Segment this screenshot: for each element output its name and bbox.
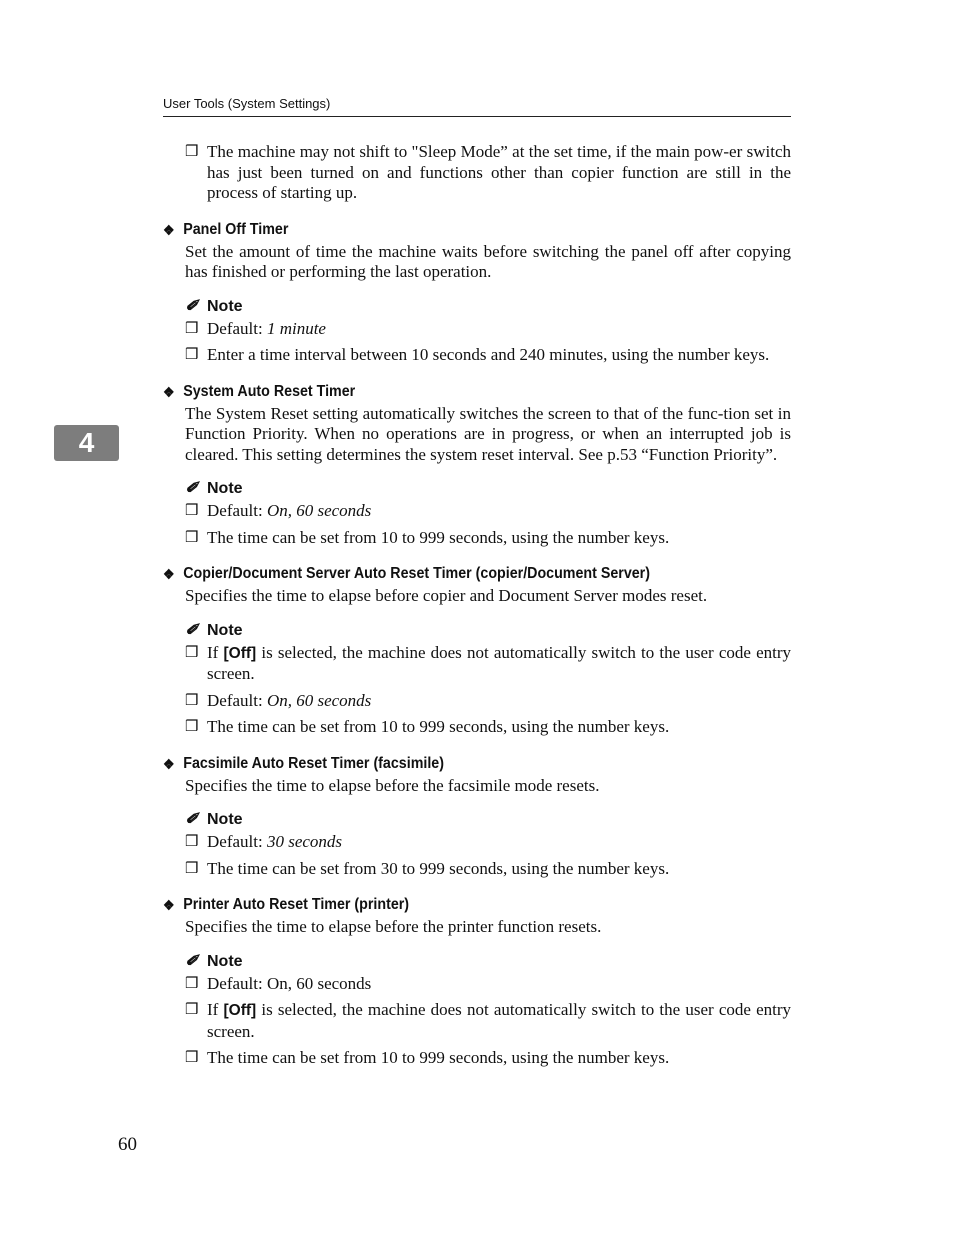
- intro-list-item: [163, 142, 791, 204]
- note-text: The time can be set from 10 to 999 seconds, using the number keys.: [207, 717, 670, 736]
- default-text: Default: On, 60 seconds: [207, 973, 372, 993]
- pencil-icon: ✐: [185, 621, 199, 639]
- pencil-icon: ✐: [185, 952, 199, 970]
- note-text: The time can be set from 10 to 999 seconds, using the number keys.: [207, 527, 670, 547]
- checkbox-bullet-icon: ❒: [185, 860, 199, 877]
- checkbox-bullet-icon: ❒: [185, 719, 199, 735]
- section-title: Printer Auto Reset Timer (printer): [183, 896, 410, 913]
- section-heading: [163, 754, 741, 774]
- note-heading: [185, 810, 791, 830]
- default-label: Default:: [207, 690, 267, 710]
- checkbox-bullet-icon: ❒: [185, 144, 199, 160]
- pencil-icon: ✐: [185, 297, 199, 315]
- note-item: [163, 345, 791, 366]
- section-heading: [163, 382, 741, 402]
- diamond-bullet-icon: ❖: [163, 221, 175, 238]
- section-title: Panel Off Timer: [183, 220, 289, 238]
- note-item: [163, 691, 791, 712]
- diamond-bullet-icon: ❖: [163, 755, 175, 772]
- checkbox-bullet-icon: ❒: [185, 975, 199, 992]
- section-title: Copier/Document Server Auto Reset Timer (copier/Document Server): [183, 565, 650, 582]
- default-value: 30 seconds: [266, 832, 343, 851]
- diamond-bullet-icon: ❖: [163, 566, 175, 582]
- note-item: [163, 1048, 791, 1069]
- default-value: On, 60 seconds: [266, 690, 372, 710]
- default-label: Default:: [207, 832, 267, 851]
- note-list: [163, 974, 791, 1069]
- checkbox-bullet-icon: ❒: [185, 644, 199, 661]
- note-list: [163, 832, 791, 879]
- section-title: Facsimile Auto Reset Timer (facsimile): [183, 754, 444, 772]
- note-item: [163, 319, 791, 340]
- section-body: Set the amount of time the machine waits before switching the panel off after copying has finished or performing the last operation.: [185, 241, 791, 281]
- note-item: [163, 501, 791, 522]
- intro-text: The machine may not shift to "Sleep Mode” at the set time, if the main pow-er switch has just been turned on and functions other than copier function are still in the process of starting up.: [207, 142, 791, 202]
- section-title: System Auto Reset Timer: [183, 382, 356, 400]
- pencil-icon: ✐: [185, 811, 199, 828]
- note-label: Note: [207, 621, 243, 639]
- checkbox-bullet-icon: ❒: [185, 834, 199, 850]
- note-item: ❒ If [Off] is selected, the machine does not automatically switch to the user code entry screen.: [163, 1000, 791, 1042]
- running-header: [163, 96, 791, 117]
- diamond-bullet-icon: ❖: [163, 383, 175, 400]
- note-item: [163, 974, 791, 995]
- note-text: The time can be set from 10 to 999 seconds, using the number keys.: [207, 1048, 670, 1067]
- checkbox-bullet-icon: ❒: [185, 529, 199, 546]
- default-label: Default:: [207, 318, 267, 338]
- note-label: Note: [207, 480, 243, 497]
- note-item: [163, 859, 791, 880]
- section-body: The System Reset setting automatically switches the screen to that of the func-tion set in Function Priority. When no operations are in progress, or when an interrupted job is cleared. This setting determines the system reset interval. See p.53 “Function Priority”.: [185, 403, 791, 464]
- page-content: [163, 142, 791, 1075]
- checkbox-bullet-icon: ❒: [185, 692, 199, 709]
- note-label: Note: [207, 811, 243, 828]
- section-body: Specifies the time to elapse before the printer function resets.: [185, 917, 602, 936]
- section-body: Specifies the time to elapse before copier and Document Server modes reset.: [185, 586, 708, 605]
- note-heading: [185, 952, 791, 972]
- off-key-label: [Off]: [223, 1002, 257, 1019]
- note-list: [163, 643, 791, 738]
- note-heading: [185, 297, 791, 317]
- note-list: [163, 501, 791, 548]
- section-heading: [163, 895, 741, 915]
- diamond-bullet-icon: ❖: [163, 897, 175, 913]
- note-item: ❒ If [Off] is selected, the machine does not automatically switch to the user code entry screen.: [163, 643, 791, 685]
- note-item: [163, 528, 791, 549]
- default-label: Default:: [207, 501, 267, 520]
- default-value: On, 60 seconds: [266, 501, 372, 520]
- note-label: Note: [207, 297, 243, 315]
- checkbox-bullet-icon: ❒: [185, 1002, 199, 1018]
- checkbox-bullet-icon: ❒: [185, 1050, 199, 1066]
- note-heading: [185, 479, 791, 499]
- checkbox-bullet-icon: ❒: [185, 320, 199, 337]
- off-key-label: [Off]: [223, 644, 257, 662]
- section-heading: [163, 564, 741, 584]
- note-item: [163, 832, 791, 853]
- pencil-icon: ✐: [185, 480, 199, 497]
- section-heading: [163, 220, 741, 240]
- note-text: Enter a time interval between 10 seconds and 240 minutes, using the number keys.: [207, 345, 770, 364]
- page-number: 60: [118, 1134, 137, 1155]
- note-heading: [185, 621, 791, 641]
- note-label: Note: [207, 952, 243, 970]
- checkbox-bullet-icon: ❒: [185, 503, 199, 519]
- note-list: [163, 319, 791, 366]
- section-body: Specifies the time to elapse before the facsimile mode resets.: [185, 775, 600, 795]
- checkbox-bullet-icon: ❒: [185, 347, 199, 363]
- note-item: [163, 717, 791, 738]
- note-text: The time can be set from 30 to 999 seconds, using the number keys.: [207, 858, 670, 878]
- chapter-tab: 4: [54, 425, 119, 461]
- header-title: User Tools (System Settings): [163, 96, 331, 111]
- default-value: 1 minute: [266, 318, 326, 338]
